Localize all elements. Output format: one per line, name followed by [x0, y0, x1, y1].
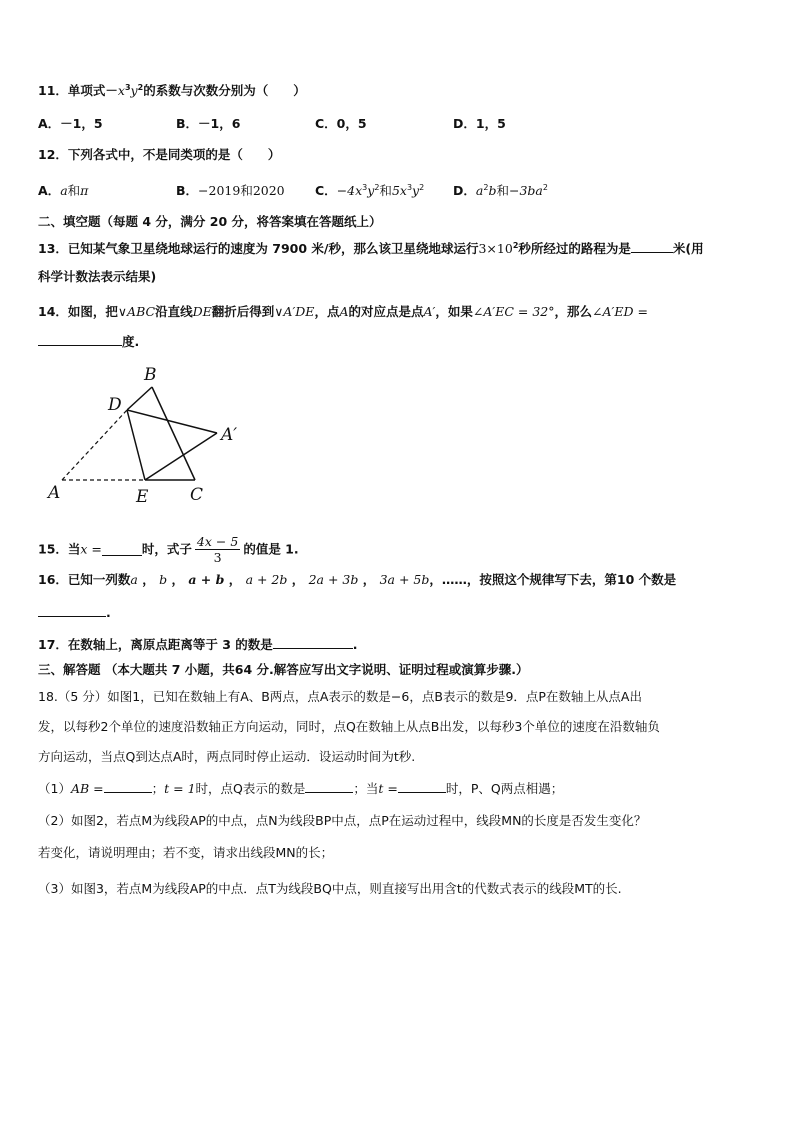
q11-exp-x: 3 — [124, 82, 131, 92]
q18-ab-blank[interactable] — [104, 780, 152, 793]
q12-option-b: B．−2019和2020 — [176, 183, 285, 198]
q11-text-b: 的系数与次数分别为（ ） — [143, 83, 306, 98]
q13-answer-blank[interactable] — [631, 240, 673, 253]
q12-option-a: A．a和π — [38, 183, 89, 198]
q15-answer-blank[interactable] — [102, 543, 142, 556]
q18-line-2: 发，以每秒2个单位的速度沿数轴正方向运动，同时，点Q在数轴上从点B出发，以每秒3个单位的速度在沿数轴负 — [38, 719, 660, 734]
q11-option-c: C．0，5 — [315, 116, 367, 131]
q16-line-2: . — [38, 604, 111, 622]
q18-meet-time-blank[interactable] — [398, 780, 446, 793]
q13-line-2: 科学计数法表示结果) — [38, 269, 157, 284]
q11-option-b: B．－1，6 — [176, 116, 241, 131]
q11-var-x: x — [117, 83, 125, 98]
q18-part-3: （3）如图3，若点M为线段AP的中点．点T为线段BQ中点，则直接写出用含t的代数式表示的线段MT的长. — [38, 881, 622, 896]
q17-stem: 17．在数轴上，离原点距离等于 3 的数是 . — [38, 637, 358, 652]
q15-stem: 15．当x = 时，式子 $\frac{4x - 5}{3}$ 的值是 1. — [38, 534, 299, 565]
q11-option-d: D．1，5 — [453, 116, 506, 131]
label-d: D — [108, 395, 122, 415]
fold-line-ad — [62, 410, 127, 480]
label-a-prime: A′ — [221, 425, 238, 445]
label-a: A — [48, 483, 61, 503]
q14-figure — [40, 360, 260, 510]
q11-text-a: 11．单项式－ — [38, 83, 118, 98]
q13-line-1: 13．已知某气象卫星绕地球运行的速度为 7900 米/秒，那么该卫星绕地球运行$3\times 10^2$秒所经过的路程为是 米(用 — [38, 240, 704, 256]
q18-q-value-blank[interactable] — [305, 780, 353, 793]
q11-var-y: y — [130, 83, 138, 98]
q16-answer-blank[interactable] — [38, 604, 106, 617]
q18-line-3: 方向运动，当点Q到达点A时，两点同时停止运动．设运动时间为t秒. — [38, 749, 416, 764]
q14-line-2: 度. — [38, 333, 139, 351]
q11-option-a: A．－1，5 — [38, 116, 103, 131]
q12-option-d: D．$a^2b$和$-3ba^2$ — [453, 182, 548, 198]
section-3-heading: 三、解答题 （本大题共 7 小题，共64 分.解答应写出文字说明、证明过程或演算步骤.） — [38, 662, 529, 677]
q15-fraction: $\frac{4x - 5}{3}$ — [196, 534, 239, 565]
segment-ea-prime — [145, 433, 217, 480]
label-e: E — [136, 487, 149, 507]
segment-de — [127, 410, 145, 480]
q18-part-2-line-1: （2）如图2，若点M为线段AP的中点，点N为线段BP中点，点P在运动过程中，线段MN的长度是否发生变化？ — [38, 813, 647, 828]
q11-stem — [38, 82, 306, 100]
q12-option-c: C．$-4x^3y^2$和$5x^3y^2$ — [315, 182, 425, 198]
segment-db — [127, 387, 152, 410]
q18-part-2-line-2: 若变化，请说明理由；若不变，请求出线段MN的长； — [38, 845, 334, 860]
segment-bc — [152, 387, 195, 480]
label-c: C — [190, 485, 204, 505]
label-b: B — [144, 365, 157, 385]
q11-exp-y: 2 — [137, 82, 144, 92]
q18-line-1: 18.（5 分）如图1，已知在数轴上有A、B两点，点A表示的数是−6，点B表示的数是9．点P在数轴上从点A出 — [38, 689, 642, 704]
section-2-heading: 二、填空题（每题 4 分，满分 20 分，将答案填在答题纸上） — [38, 214, 382, 229]
q14-line-1: 14．如图，把∨ABC沿直线DE翻折后得到∨A′DE，点A的对应点是点A′，如果∠A′EC = 32°，那么∠A′ED = — [38, 304, 648, 319]
q16-line-1: 16．已知一列数a ， b ， a + b ， a + 2b ， 2a + 3b ， 3a + 5b，……，按照这个规律写下去，第10 个数是 — [38, 572, 677, 587]
q14-answer-blank[interactable] — [38, 333, 122, 346]
q17-answer-blank[interactable] — [273, 636, 353, 649]
q12-stem: 12．下列各式中，不是同类项的是（ ） — [38, 147, 281, 162]
q18-part-1: （1）AB = ；t = 1时，点Q表示的数是 ；当t = 时，P、Q两点相遇； — [38, 781, 564, 796]
